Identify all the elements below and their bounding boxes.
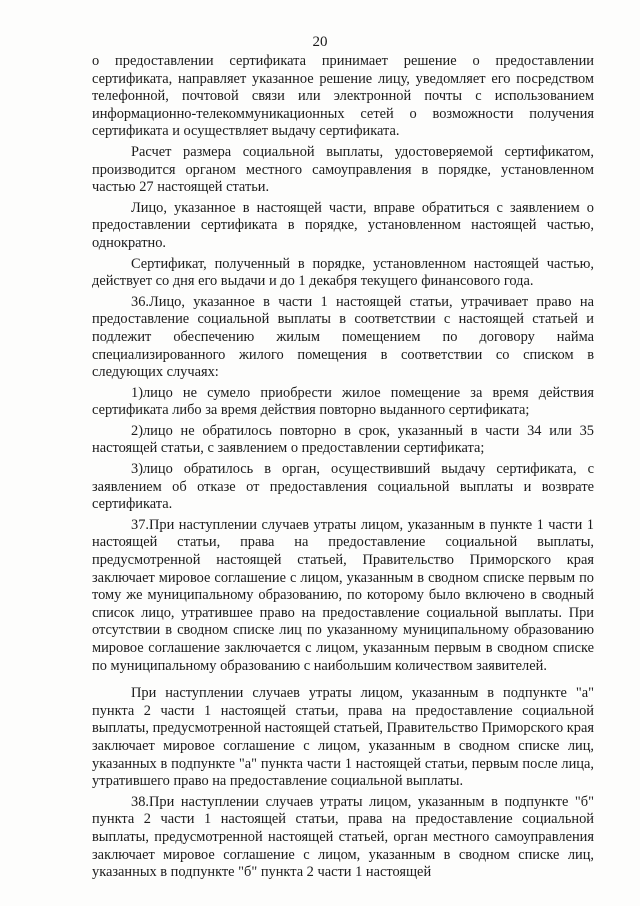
document-body: [92, 53, 594, 885]
page-number: 20: [312, 34, 328, 50]
paragraph: 3)лицо обратилось в орган, осуществивший выдачу сертификата, с заявлением об отказе от предоставления социальной выплаты и возврате сертификата.: [92, 461, 594, 513]
paragraph: При наступлении случаев утраты лицом, указанным в подпункте "а" пункта 2 части 1 настоящей статьи, права на предоставление социальной выплаты, предусмотренной настоящей статьей, Правительство Приморского края заключает мировое соглашение с лицом, указанным в сводном списке лиц, указанных в подпункте "а" пункта части 1 настоящей статьи, первым после лица, утратившего право на предоставление социальной выплаты.: [92, 685, 594, 790]
paragraph: 36.Лицо, указанное в части 1 настоящей статьи, утрачивает право на предоставление социальной выплаты в соответствии с настоящей статьей и подлежит обеспечению жилым помещением по договору найма специализированного жилого помещения в соответствии со списком в следующих случаях:: [92, 293, 594, 381]
paragraph: 2)лицо не обратилось повторно в срок, указанный в части 34 или 35 настоящей статьи, с заявлением о предоставлении сертификата;: [92, 422, 594, 457]
paragraph: Расчет размера социальной выплаты, удостоверяемой сертификатом, производится органом местного самоуправления в порядке, установленном частью 27 настоящей статьи.: [92, 143, 594, 196]
paragraph: 38.При наступлении случаев утраты лицом, указанным в подпункте "б" пункта 2 части 1 настоящей статьи, права на предоставление социальной выплаты, предусмотренной настоящей статьей, орган местного самоуправления заключает мировое соглашение с лицом, указанным в сводном списке лиц, указанных в подпункте "б" пункта 2 части 1 настоящей: [92, 793, 594, 881]
paragraph: 37.При наступлении случаев утраты лицом, указанным в пункте 1 части 1 настоящей статьи, права на предоставление социальной выплаты, предусмотренной настоящей статьей, Правительство Приморского края заключает мировое соглашение с лицом, указанным в сводном списке первым по тому же муниципальному образованию, по которому было включено в сводный список лицо, утратившее право на предоставление социальной выплаты. При отсутствии в сводном списке лиц по указанному муниципальному образованию мировое соглашение заключается с лицом, указанным первым в сводном списке по муниципальному образованию с наибольшим количеством заявителей.: [92, 516, 594, 674]
paragraph: 1)лицо не сумело приобрести жилое помещение за время действия сертификата либо за время действия повторно выданного сертификата;: [92, 384, 594, 419]
paragraph: Сертификат, полученный в порядке, установленном настоящей частью, действует со дня его выдачи и до 1 декабря текущего финансового года.: [92, 255, 594, 290]
paragraph: Лицо, указанное в настоящей части, вправе обратиться с заявлением о предоставлении сертификата в порядке, установленном настоящей частью, однократно.: [92, 199, 594, 251]
paragraph: о предоставлении сертификата принимает решение о предоставлении сертификата, направляет указанное решение лицу, уведомляет его посредством телефонной, почтовой связи или электронной почты с использованием информационно-телекоммуникационных сетей о возможности получения сертификата и осуществляет выдачу сертификата.: [92, 53, 594, 140]
